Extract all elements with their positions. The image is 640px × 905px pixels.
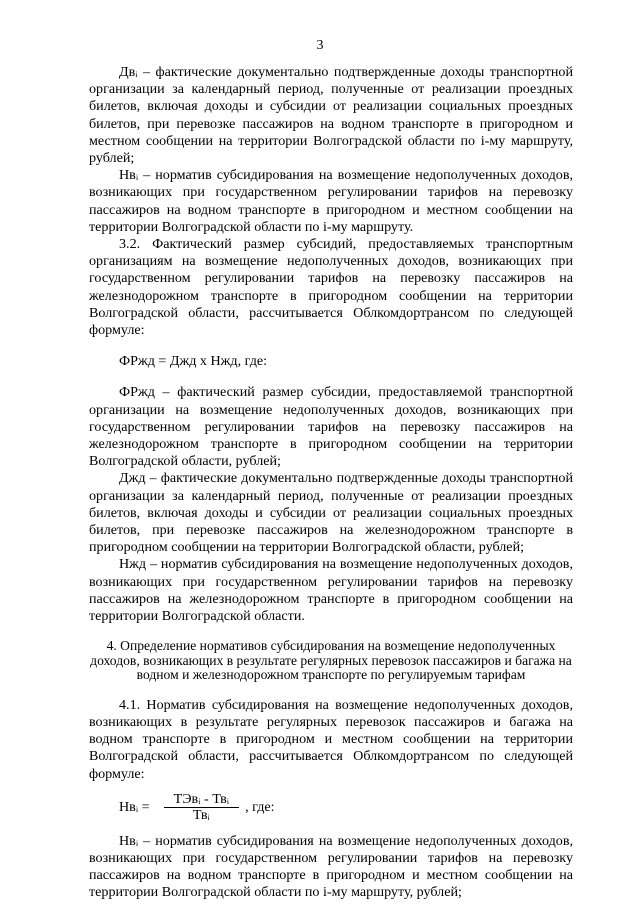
fraction-denominator: Твᵢ [192,807,210,824]
formula-lhs: Нвᵢ = [119,799,150,816]
paragraph: 3.2. Фактический размер субсидий, предоставляемых транспортным организациям на возмещение недополученных доходов, возникающих при государственном регулировании тарифов на перевозку пассажиров на железнодорожном транспорте в пригородном сообщении на территории Волгоградской области, рассчитывается Облкомдортрансом по следующей формуле: [89,236,573,339]
fraction [164,792,239,823]
paragraph: Джд – фактические документально подтвержденные доходы транспортной организации за календарный период, полученные от реализации проездных билетов, включая доходы и субсидии от реализации социальных проездных билетов, при перевозке пассажиров на железнодорожном транспорте в пригородном сообщении на территории Волгоградской области, рублей; [89,470,573,556]
document-body [89,64,573,902]
paragraph: Нжд – норматив субсидирования на возмещение недополученных доходов, возникающих при государственном регулировании тарифов на перевозку пассажиров на железнодорожном транспорте в пригородном сообщении на территории Волгоградской области. [89,556,573,625]
fraction-formula [89,791,573,825]
section-heading: 4. Определение нормативов субсидирования на возмещение недополученных доходов, возникающих в результате регулярных перевозок пассажиров и багажа на водном и железнодорожном транспорте по регулируемым тарифам [90,638,572,683]
paragraph: Нвᵢ – норматив субсидирования на возмещение недополученных доходов, возникающих при государственном регулировании тарифов на перевозку пассажиров на водном транспорте в пригородном и местном сообщении на территории Волгоградской области по i-му маршруту. [89,167,573,235]
paragraph: Нвᵢ – норматив субсидирования на возмещение недополученных доходов, возникающих при государственном регулировании тарифов на перевозку пассажиров на водном транспорте в пригородном и местном сообщении на территории Волгоградской области по i-му маршруту, рублей; [89,832,573,901]
formula: ФРжд = Джд х Нжд, где: [119,353,268,370]
spacer [89,825,573,833]
spacer [89,683,573,697]
formula-tail: , где: [245,799,275,816]
paragraph: ФРжд – фактический размер субсидии, предоставляемой транспортной организации на возмещение недополученных доходов, возникающих при государственном регулировании тарифов на перевозку пассажиров на железнодорожном транспорте в пригородном сообщении на территории Волгоградской области, рублей; [89,384,573,470]
page-number: 3 [316,38,324,53]
spacer [89,339,573,353]
spacer [89,783,573,791]
paragraph: 4.1. Норматив субсидирования на возмещение недополученных доходов, возникающих в результате регулярных перевозок пассажиров и багажа на водном транспорте в пригородном и местном сообщении на территории Волгоградской области, рассчитывается Облкомдортрансом по следующей формуле: [89,696,573,782]
spacer [89,370,573,384]
spacer [89,625,573,639]
paragraph: Двᵢ – фактические документально подтвержденные доходы транспортной организации за календарный период, полученные от реализации проездных билетов, включая доходы и субсидии от реализации социальных проездных билетов, при перевозке пассажиров на водном транспорте в пригородном и местном сообщении на территории Волгоградской области по i-му маршруту, рублей; [89,64,573,167]
fraction-numerator: ТЭвᵢ - Твᵢ [164,792,239,808]
